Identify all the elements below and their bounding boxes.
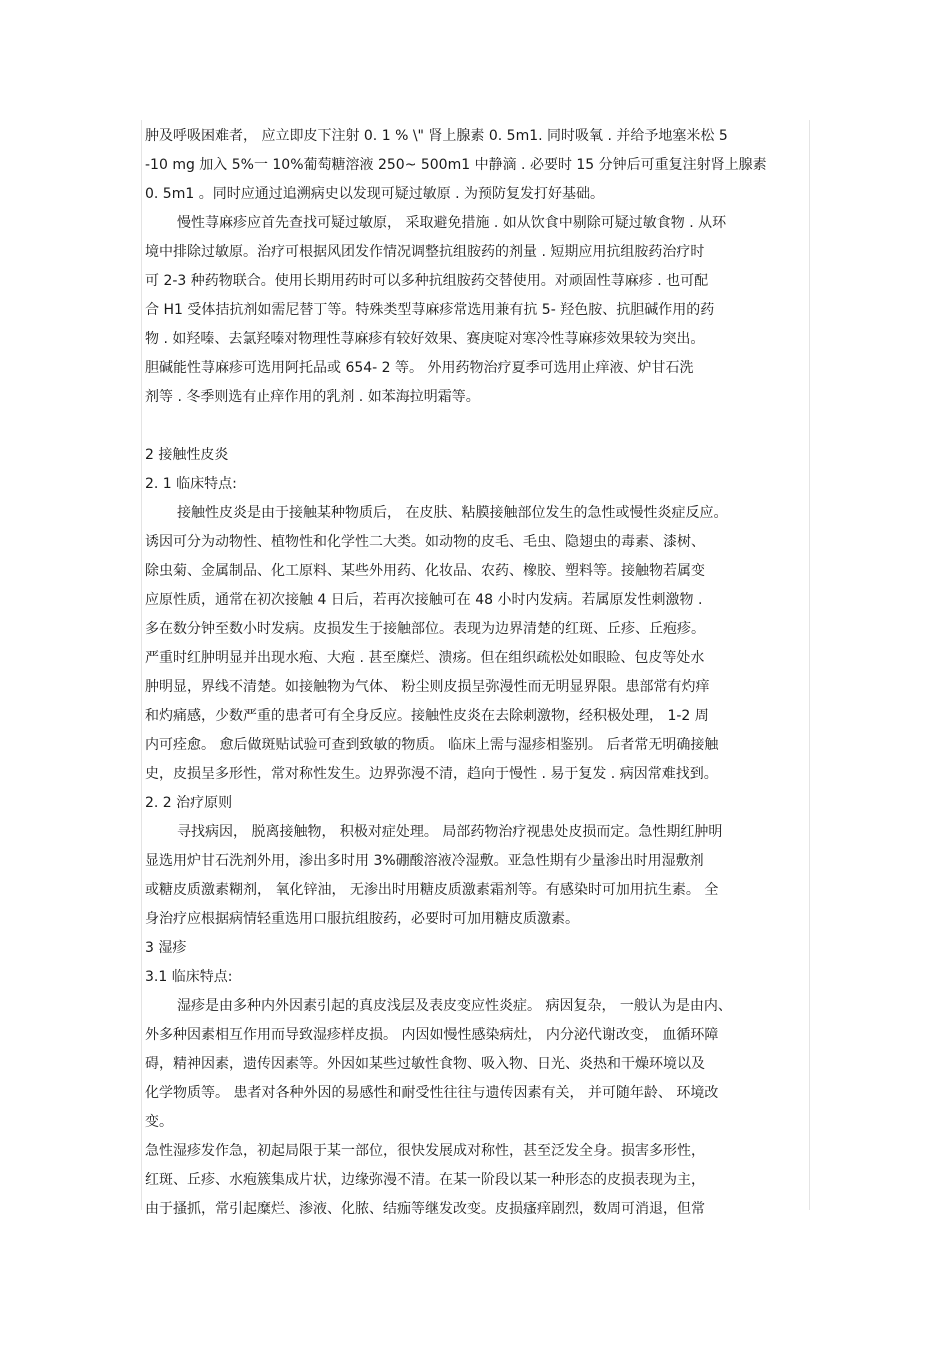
text-line: 除虫菊、金属制品、化工原料、某些外用药、化妆品、农药、橡胶、塑料等。接触物若属变 bbox=[145, 563, 705, 579]
text-line: 物 . 如羟嗪、去氯羟嗪对物理性荨麻疹有较好效果、赛庚啶对寒冷性荨麻疹效果较为突出。 bbox=[145, 331, 705, 347]
text-line: 胆碱能性荨麻疹可选用阿托品或 654- 2 等。 外用药物治疗夏季可选用止痒液、炉甘石洗 bbox=[145, 360, 694, 376]
text-line: 肿明显，界线不清楚。如接触物为气体、 粉尘则皮损呈弥漫性而无明显界限。患部常有灼痒 bbox=[145, 679, 710, 695]
text-line: 可 2-3 种药物联合。使用长期用药时可以多种抗组胺药交替使用。对顽固性荨麻疹 . 也可配 bbox=[145, 273, 709, 289]
text-line: 严重时红肿明显并出现水疱、大疱 . 甚至糜烂、溃疡。但在组织疏松处如眼睑、包皮等处水 bbox=[145, 650, 705, 666]
text-line: 接触性皮炎是由于接触某种物质后， 在皮肤、粘膜接触部位发生的急性或慢性炎症反应。 bbox=[177, 505, 728, 521]
text-line: 急性湿疹发作急，初起局限于某一部位，很快发展成对称性，甚至泛发全身。损害多形性， bbox=[145, 1143, 705, 1159]
text-line: 0. 5m1 。同时应通过追溯病史以发现可疑过敏原 . 为预防复发打好基础。 bbox=[145, 186, 605, 202]
text-line: 碍，精神因素，遗传因素等。外因如某些过敏性食物、吸入物、日光、炎热和干燥环境以及 bbox=[145, 1056, 705, 1072]
text-line: 合 H1 受体拮抗剂如需尼替丁等。特殊类型荨麻疹常选用兼有抗 5- 羟色胺、抗胆碱作用的药 bbox=[145, 302, 715, 318]
text-line: 或糖皮质激素糊剂， 氧化锌油， 无渗出时用糖皮质激素霜剂等。有感染时可加用抗生素。 全 bbox=[145, 882, 719, 898]
text-line: 寻找病因， 脱离接触物， 积极对症处理。 局部药物治疗视患处皮损而定。急性期红肿明 bbox=[177, 824, 723, 840]
text-line: 剂等 . 冬季则选有止痒作用的乳剂 . 如苯海拉明霜等。 bbox=[145, 389, 480, 405]
text-line: 显选用炉甘石洗剂外用，渗出多时用 3%硼酸溶液冷湿敷。亚急性期有少量渗出时用湿敷剂 bbox=[145, 853, 704, 869]
text-line: 应原性质，通常在初次接触 4 日后，若再次接触可在 48 小时内发病。若属原发性刺激物 . bbox=[145, 592, 703, 608]
text-line: 境中排除过敏原。治疗可根据风团发作情况调整抗组胺药的剂量 . 短期应用抗组胺药治疗时 bbox=[145, 244, 705, 260]
text-line: 2. 2 治疗原则 bbox=[145, 795, 233, 811]
text-line: 2. 1 临床特点: bbox=[145, 476, 237, 492]
text-line: 外多种因素相互作用而导致湿疹样皮损。 内因如慢性感染病灶， 内分泌代谢改变， 血循环障 bbox=[145, 1027, 719, 1043]
text-line: 和灼痛感，少数严重的患者可有全身反应。接触性皮炎在去除刺激物，经积极处理， 1-2 周 bbox=[145, 708, 709, 724]
text-line: 身治疗应根据病情轻重选用口服抗组胺药，必要时可加用糖皮质激素。 bbox=[145, 911, 579, 927]
text-line: 慢性荨麻疹应首先查找可疑过敏原， 采取避免措施 . 如从饮食中剔除可疑过敏食物 . 从环 bbox=[177, 215, 727, 231]
text-line: 湿疹是由多种内外因素引起的真皮浅层及表皮变应性炎症。 病因复杂， 一般认为是由内、 bbox=[177, 998, 732, 1014]
text-line: -10 mg 加入 5%一 10%葡萄糖溶液 250~ 500m1 中静滴 . 必要时 15 分钟后可重复注射肾上腺素 bbox=[145, 157, 767, 173]
text-line: 史，皮损呈多形性，常对称性发生。边界弥漫不清，趋向于慢性 . 易于复发 . 病因常难找到。 bbox=[145, 766, 718, 782]
text-line: 红斑、丘疹、水疱簇集成片状，边缘弥漫不清。在某一阶段以某一种形态的皮损表现为主， bbox=[145, 1172, 705, 1188]
text-line: 变。 bbox=[145, 1114, 173, 1130]
text-line: 2 接触性皮炎 bbox=[145, 447, 229, 463]
document-body bbox=[145, 122, 805, 1224]
text-line: 由于搔抓，常引起糜烂、渗液、化脓、结痂等继发改变。皮损瘙痒剧烈，数周可消退，但常 bbox=[145, 1201, 705, 1217]
text-line: 内可痊愈。 愈后做斑贴试验可查到致敏的物质。 临床上需与湿疹相鉴别。 后者常无明确接触 bbox=[145, 737, 719, 753]
text-line: 3.1 临床特点: bbox=[145, 969, 233, 985]
text-line: 肿及呼吸困难者， 应立即皮下注射 0. 1 % \" 肾上腺素 0. 5m1. 同时吸氧 . 并给予地塞米松 5 bbox=[145, 128, 728, 144]
blank-line bbox=[145, 412, 805, 441]
text-line: 3 湿疹 bbox=[145, 940, 187, 956]
text-line: 诱因可分为动物性、植物性和化学性二大类。如动物的皮毛、毛虫、隐翅虫的毒素、漆树、 bbox=[145, 534, 705, 550]
text-line: 多在数分钟至数小时发病。皮损发生于接触部位。表现为边界清楚的红斑、丘疹、丘疱疹。 bbox=[145, 621, 705, 637]
text-line: 化学物质等。 患者对各种外因的易感性和耐受性往往与遗传因素有关， 并可随年龄、 环境改 bbox=[145, 1085, 719, 1101]
